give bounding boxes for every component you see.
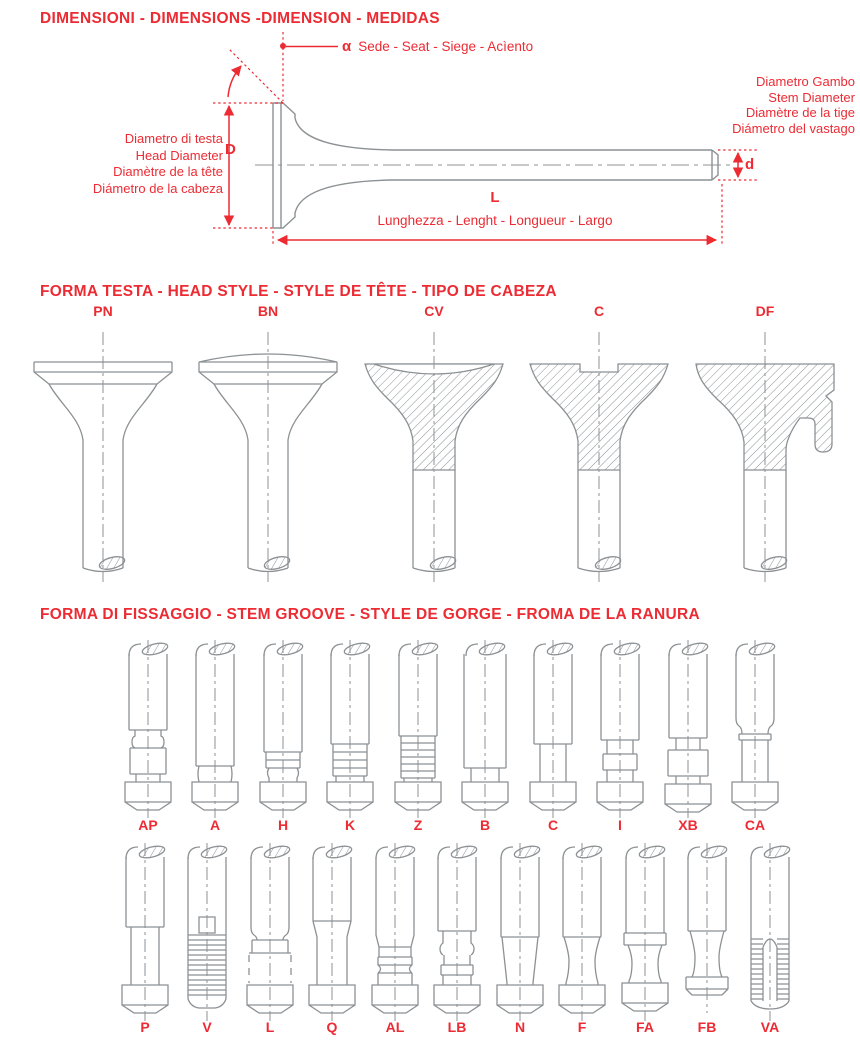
head-style-section-title: FORMA TESTA - HEAD STYLE - STYLE DE TÊTE - TIPO DE CABEZA [40, 283, 557, 300]
stem-groove-v-label: V [202, 1019, 212, 1035]
stem-groove-f-label: F [577, 1019, 587, 1035]
stem-groove-f-drawing [548, 843, 616, 1021]
stem-groove-a-label: A [209, 817, 221, 833]
head-style-cv-drawing [359, 330, 509, 588]
head-style-c-drawing [524, 330, 674, 588]
stem-groove-n-drawing [486, 843, 554, 1021]
stem-groove-l-drawing [236, 843, 304, 1021]
head-style-bn-drawing [193, 330, 343, 588]
stem-groove-l-label: L [265, 1019, 275, 1035]
stem-groove-z-label: Z [413, 817, 423, 833]
head-style-df-drawing [690, 330, 840, 588]
length-letter: L [490, 189, 500, 206]
head-diameter-label-line: Head Diameter [135, 147, 223, 163]
stem-groove-va-drawing [736, 843, 804, 1021]
stem-groove-v-drawing [173, 843, 241, 1021]
head-diameter-label-line: Diamètre de la tête [113, 164, 223, 179]
head-style-pn-drawing [28, 330, 178, 588]
stem-groove-al-drawing [361, 843, 429, 1021]
stem-groove-ca-label: CA [744, 817, 766, 833]
stem-groove-va-label: VA [760, 1019, 780, 1035]
stem-groove-xb-label: XB [678, 817, 698, 833]
stem-groove-ap-drawing [114, 640, 182, 818]
head-diameter-letter: D [225, 141, 236, 158]
dimensions-section-title: DIMENSIONI - DIMENSIONS -DIMENSION - MEDIDAS [40, 10, 440, 27]
stem-diameter-label-line: Diamètre de la tige [745, 105, 855, 120]
stem-groove-k-label: K [344, 817, 356, 833]
head-style-bn-label: BN [257, 303, 279, 319]
length-label: Lunghezza - Lenght - Longueur - Largo [377, 213, 613, 228]
stem-groove-lb-label: LB [447, 1019, 467, 1035]
seat-label: Sede - Seat - Siege - Acìento [358, 39, 534, 54]
stem-groove-fa-label: FA [636, 1019, 654, 1035]
stem-groove-n-label: N [514, 1019, 526, 1035]
stem-diameter-letter: d [745, 156, 755, 173]
head-diameter-label [40, 131, 223, 197]
stem-diameter-label-line: Diametro Gambo [756, 74, 855, 89]
stem-groove-lb-drawing [423, 843, 491, 1021]
stem-groove-i-label: I [618, 817, 622, 833]
head-diameter-label-line: Diametro di testa [124, 131, 223, 146]
stem-groove-c-label: C [547, 817, 559, 833]
stem-groove-z-drawing [384, 640, 452, 818]
stem-groove-ap-label: AP [138, 817, 158, 833]
stem-groove-xb-drawing [654, 640, 722, 818]
stem-groove-fa-drawing [611, 843, 679, 1021]
head-style-c-label: C [593, 303, 605, 319]
stem-diameter-label [640, 74, 855, 136]
head-style-cv-label: CV [424, 303, 444, 319]
head-diameter-label-line: Diámetro de la cabeza [92, 180, 223, 196]
stem-diameter-label-line: Diámetro del vastago [732, 120, 855, 136]
stem-groove-fb-label: FB [697, 1019, 717, 1035]
seat-angle-callout [342, 38, 533, 55]
stem-groove-q-drawing [298, 843, 366, 1021]
stem-groove-ca-drawing [721, 640, 789, 818]
stem-groove-fb-drawing [673, 843, 741, 1021]
stem-groove-q-label: Q [326, 1019, 338, 1035]
stem-groove-a-drawing [181, 640, 249, 818]
stem-groove-h-drawing [249, 640, 317, 818]
stem-groove-p-label: P [140, 1019, 150, 1035]
stem-diameter-label-line: Stem Diameter [768, 89, 855, 105]
alpha-symbol: α [342, 38, 352, 55]
stem-groove-al-label: AL [385, 1019, 405, 1035]
head-style-pn-label: PN [93, 303, 113, 319]
stem-groove-b-label: B [479, 817, 491, 833]
stem-groove-h-label: H [277, 817, 289, 833]
stem-groove-b-drawing [451, 640, 519, 818]
stem-groove-c-drawing [519, 640, 587, 818]
head-style-df-label: DF [755, 303, 775, 319]
stem-groove-p-drawing [111, 843, 179, 1021]
stem-groove-k-drawing [316, 640, 384, 818]
stem-groove-i-drawing [586, 640, 654, 818]
stem-groove-section-title: FORMA DI FISSAGGIO - STEM GROOVE - STYLE DE GORGE - FROMA DE LA RANURA [40, 606, 700, 623]
